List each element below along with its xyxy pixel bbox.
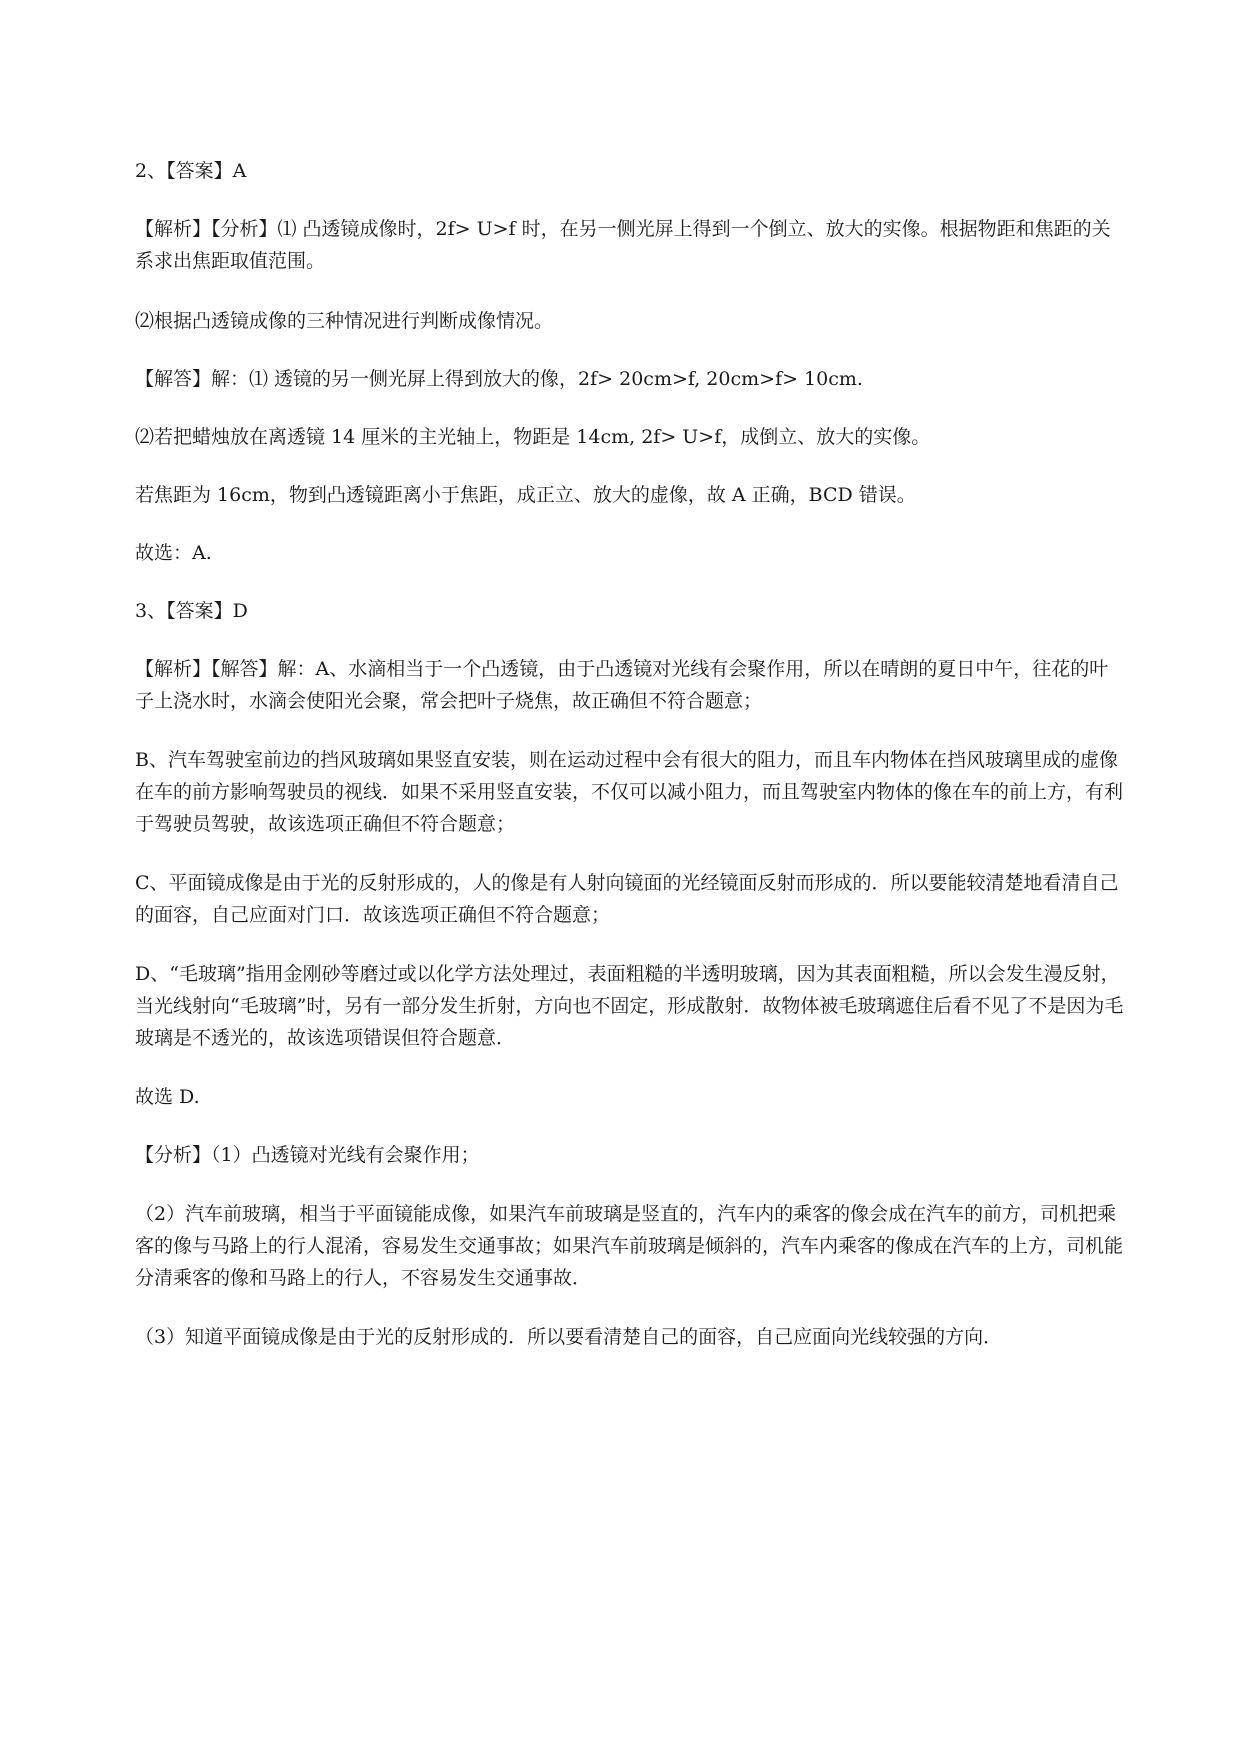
q3-analysis-point-2: （2）汽车前玻璃，相当于平面镜能成像，如果汽车前玻璃是竖直的，汽车内的乘客的像会成在汽车的前方，司机把乘客的像与马路上的行人混淆，容易发生交通事故；如果汽车前玻璃是倾斜的，汽车内乘客的像成在汽车的上方，司机能分清乘客的像和马路上的行人，不容易发生交通事故．	[135, 1203, 1124, 1289]
q3-answer-heading: 3、【答案】D	[135, 600, 248, 622]
q3-option-b-explanation: B、汽车驾驶室前边的挡风玻璃如果竖直安装，则在运动过程中会有很大的阻力，而且车内物体在挡风玻璃里成的虚像在车的前方影响驾驶员的视线．如果不采用竖直安装，不仅可以减小阻力，而且驾驶室内物体的像在车的前上方，有利于驾驶员驾驶，故该选项正确但不符合题意；	[135, 749, 1124, 835]
q2-solution-point-2: ⑵若把蜡烛放在离透镜 14 厘米的主光轴上，物距是 14cm, 2f> U>f，成倒立、放大的实像。	[135, 426, 931, 448]
q2-solution-focal-case: 若焦距为 16cm，物到凸透镜距离小于焦距，成正立、放大的虚像，故 A 正确，BCD 错误。	[135, 484, 916, 506]
q2-solution-paragraph: 【解答】解：⑴ 透镜的另一侧光屏上得到放大的像，2f> 20cm>f, 20cm>f> 10cm.	[135, 368, 863, 390]
q2-answer-heading: 2、【答案】A	[135, 160, 247, 182]
q3-analysis-point-3: （3）知道平面镜成像是由于光的反射形成的．所以要看清楚自己的面容，自己应面向光线较强的方向．	[135, 1326, 1003, 1348]
q3-choice: 故选 D.	[135, 1086, 200, 1108]
q3-option-c-explanation: C、平面镜成像是由于光的反射形成的，人的像是有人射向镜面的光经镜面反射而形成的．所以要能较清楚地看清自己的面容，自己应面对门口．故该选项正确但不符合题意；	[135, 872, 1119, 926]
q2-analysis-paragraph: 【解析】【分析】⑴ 凸透镜成像时，2f> U>f 时，在另一侧光屏上得到一个倒立、放大的实像。根据物距和焦距的关系求出焦距取值范围。	[135, 218, 1111, 272]
q3-option-d-explanation: D、“毛玻璃”指用金刚砂等磨过或以化学方法处理过，表面粗糙的半透明玻璃，因为其表面粗糙，所以会发生漫反射，当光线射向“毛玻璃”时，另有一部分发生折射，方向也不固定，形成散射．故物体被毛玻璃遮住后看不见了不是因为毛玻璃是不透光的，故该选项错误但符合题意．	[135, 963, 1124, 1049]
q3-option-a-explanation: 【解析】【解答】解：A、水滴相当于一个凸透镜，由于凸透镜对光线有会聚作用，所以在晴朗的夏日中午，往花的叶子上浇水时，水滴会使阳光会聚，常会把叶子烧焦，故正确但不符合题意；	[135, 658, 1109, 712]
q2-analysis-point-2: ⑵根据凸透镜成像的三种情况进行判断成像情况。	[135, 310, 554, 332]
q3-analysis-point-1: 【分析】（1）凸透镜对光线有会聚作用；	[135, 1144, 480, 1166]
q2-choice: 故选：A.	[135, 542, 212, 564]
